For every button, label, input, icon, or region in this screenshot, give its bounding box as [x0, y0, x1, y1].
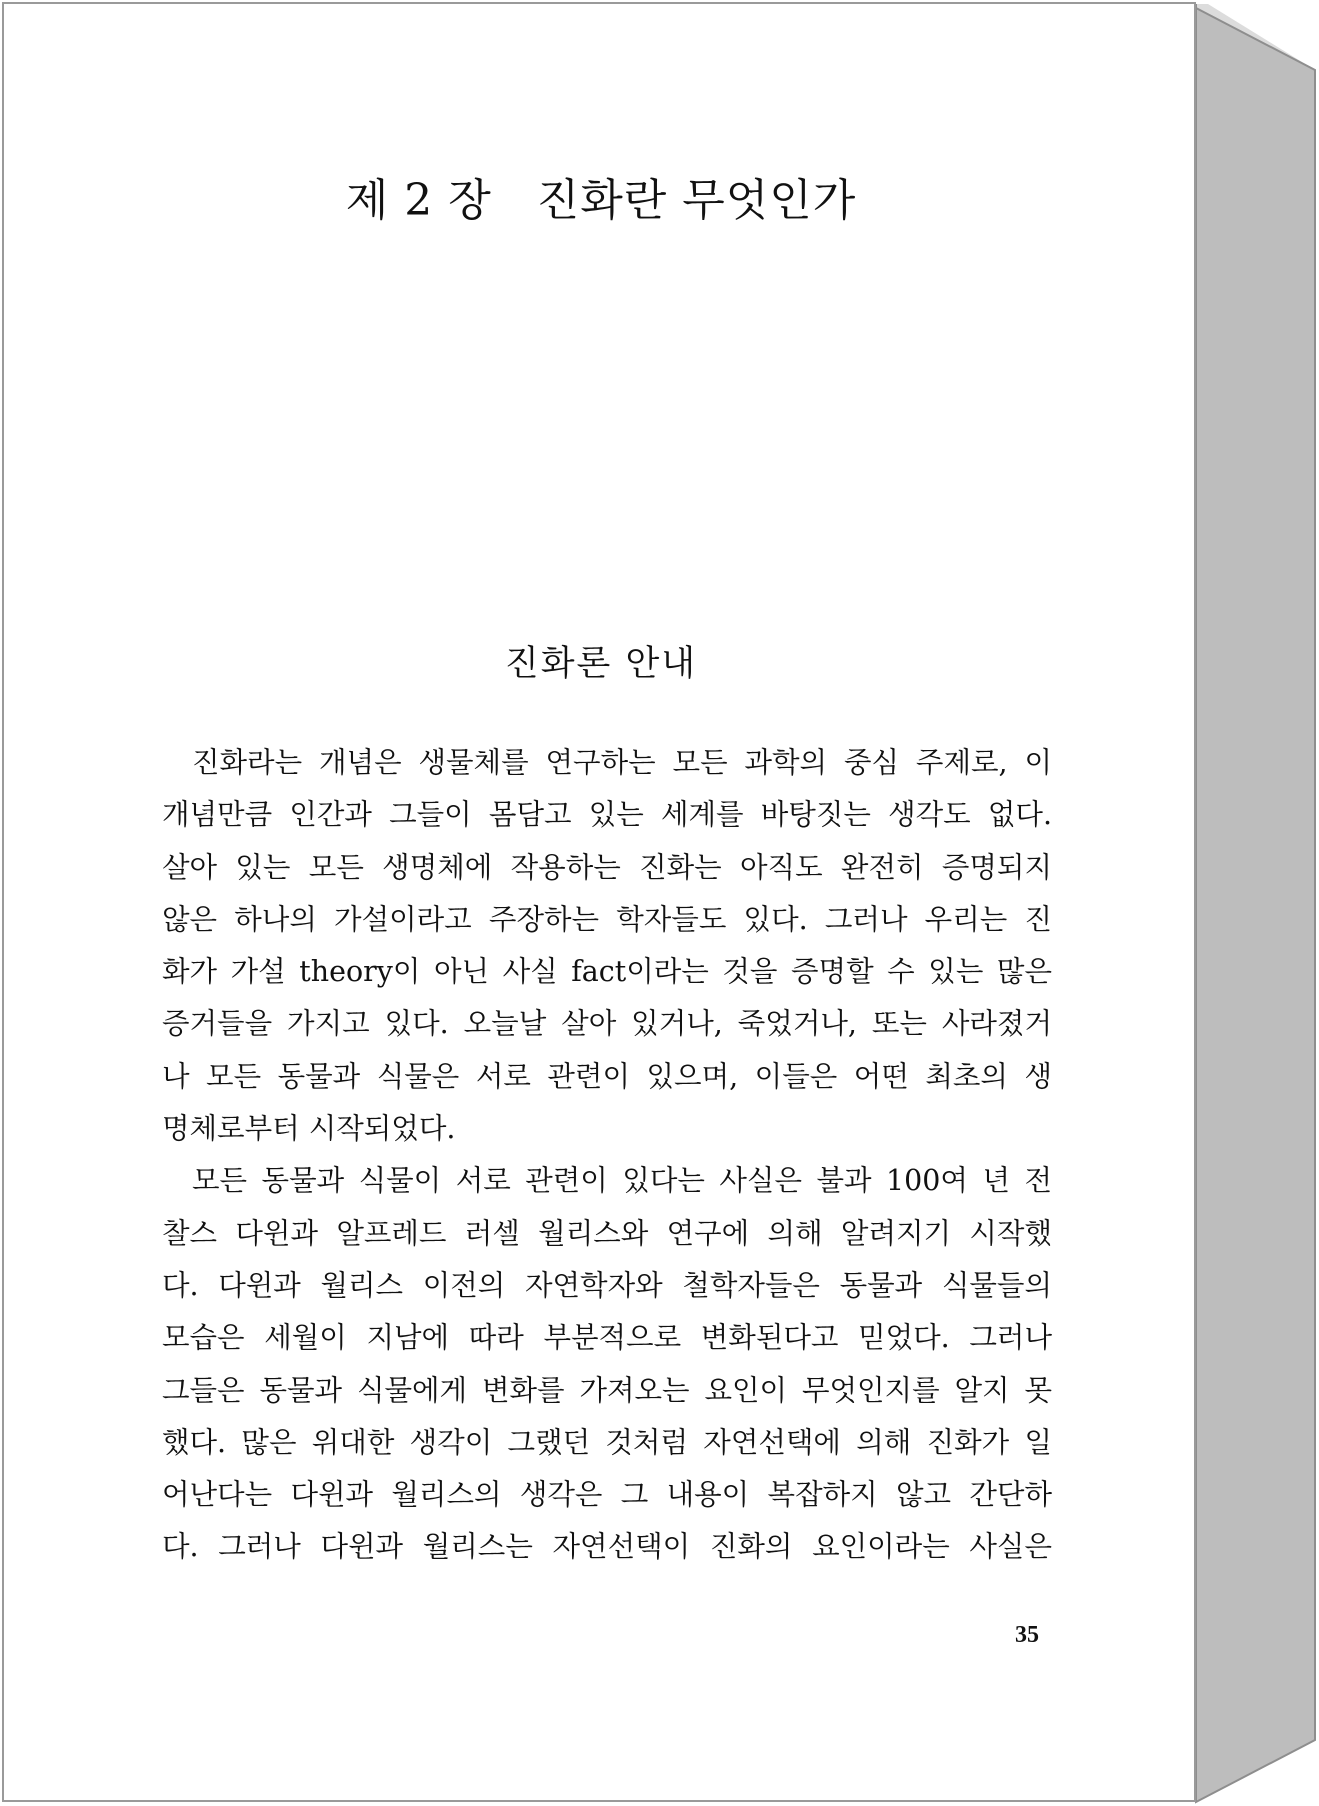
book-page [2, 2, 1196, 1802]
text-line: 다. 다윈과 월리스 이전의 자연학자와 철학자들은 동물과 식물들의 [162, 1268, 1052, 1302]
text-line: 살아 있는 모든 생명체에 작용하는 진화는 아직도 완전히 증명되지 [162, 850, 1052, 884]
body-text [162, 737, 1052, 1574]
text-line: 찰스 다윈과 알프레드 러셀 월리스와 연구에 의해 알려지기 시작했 [162, 1216, 1052, 1250]
text-line: 어난다는 다윈과 월리스의 생각은 그 내용이 복잡하지 않고 간단하 [162, 1478, 1052, 1512]
text-line: 모든 동물과 식물이 서로 관련이 있다는 사실은 불과 100여 년 전 [192, 1164, 1052, 1198]
text-line: 다. 그러나 다윈과 월리스는 자연선택이 진화의 요인이라는 사실은 [162, 1530, 1052, 1564]
text-line: 나 모든 동물과 식물은 서로 관련이 있으며, 이들은 어떤 최초의 생 [162, 1059, 1052, 1093]
text-line: 진화라는 개념은 생물체를 연구하는 모든 과학의 중심 주제로, 이 [192, 746, 1052, 779]
text-line: 화가 가설 theory이 아닌 사실 fact이라는 것을 증명할 수 있는 많은 [162, 955, 1052, 989]
text-line: 명체로부터 시작되었다. [162, 1112, 456, 1146]
chapter-title: 제 2 장 진화란 무엇인가 [345, 175, 857, 226]
text-line: 했다. 많은 위대한 생각이 그랬던 것처럼 자연선택에 의해 진화가 일 [162, 1425, 1052, 1459]
text-line: 개념만큼 인간과 그들이 몸담고 있는 세계를 바탕짓는 생각도 없다. [162, 798, 1052, 832]
text-line: 그들은 동물과 식물에게 변화를 가져오는 요인이 무엇인지를 알지 못 [162, 1373, 1052, 1407]
text-line: 모습은 세월이 지남에 따라 부분적으로 변화된다고 믿었다. 그러나 [162, 1321, 1052, 1355]
text-line: 증거들을 가지고 있다. 오늘날 살아 있거나, 죽었거나, 또는 사라졌거 [162, 1007, 1052, 1041]
book-spine-side [1196, 8, 1315, 1802]
text-line: 않은 하나의 가설이라고 주장하는 학자들도 있다. 그러나 우리는 진 [162, 902, 1052, 936]
page-number: 35 [1015, 1622, 1039, 1648]
section-title: 진화론 안내 [504, 644, 698, 684]
